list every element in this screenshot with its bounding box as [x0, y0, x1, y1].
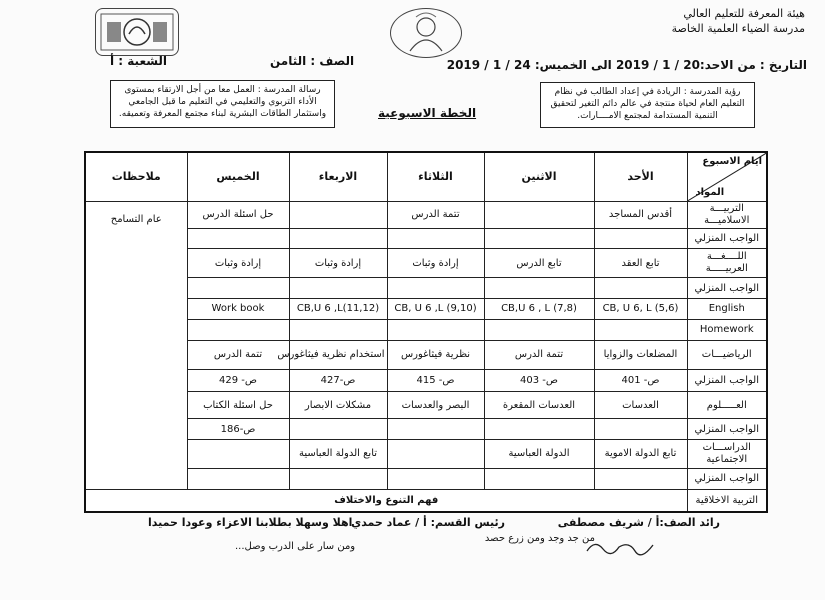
- subject-row: [85, 392, 767, 419]
- homework-cell: [484, 228, 594, 249]
- signature-icon: [585, 537, 655, 557]
- homework-label: الواجب المنزلي: [687, 278, 767, 299]
- day-header: الاثنين: [484, 152, 594, 201]
- lesson-cell: تابع الدرس: [484, 249, 594, 278]
- lesson-cell: العدسات المقعرة: [484, 392, 594, 419]
- welcome-message: اهلا وسهلا بطلابنا الاعزاء وعودا حميدا: [148, 516, 353, 529]
- lesson-cell: تتمة الدرس: [187, 340, 289, 369]
- corner-days-label: ايام الاسبوع: [702, 156, 762, 167]
- subject-label: English: [687, 299, 767, 320]
- homework-label: الواجب المنزلي: [687, 369, 767, 392]
- lesson-cell: تابع العقد: [594, 249, 687, 278]
- homework-cell: [387, 419, 484, 440]
- lesson-cell: إرادة وثبات: [387, 249, 484, 278]
- homework-row: [85, 319, 767, 340]
- proverb-1: من جد وجد ومن زرع حصد: [484, 533, 595, 544]
- subject-label: التربية الاخلاقية: [687, 489, 767, 512]
- lesson-cell: CB,U 6 ,L(11,12): [289, 299, 387, 320]
- proverb-2: ومن سار على الدرب وصل...: [235, 541, 356, 552]
- subject-label: الرياضيـــات: [687, 340, 767, 369]
- subject-row: [85, 340, 767, 369]
- lesson-cell: استخدام نظرية فيثاغورس: [289, 340, 387, 369]
- homework-cell: [594, 468, 687, 489]
- homework-cell: ص- 403: [484, 369, 594, 392]
- day-header: الاربعاء: [289, 152, 387, 201]
- homework-cell: [484, 319, 594, 340]
- authority-name: هيئة المعرفة للتعليم العالي: [683, 7, 805, 20]
- lesson-cell: العدسات: [594, 392, 687, 419]
- lesson-cell: تتمة الدرس: [387, 201, 484, 228]
- notes-cell: [85, 201, 187, 489]
- homework-cell: [187, 278, 289, 299]
- homework-cell: ص- 415: [387, 369, 484, 392]
- vision-box: رؤية المدرسة : الريادة في إعداد الطالب في نظام التعليم العام لحياة منتجة في عالم دائم التغير لتحقيق التنمية المستدامة لمجتمع الامــــارات.: [540, 82, 755, 128]
- lesson-cell: حل اسئلة الدرس: [187, 201, 289, 228]
- section-label: الشعبة : أ: [110, 54, 168, 68]
- subject-row: [85, 201, 767, 228]
- homework-cell: [484, 468, 594, 489]
- lesson-cell: [289, 201, 387, 228]
- notes-text: عام التسامح: [110, 213, 162, 225]
- homework-cell: [484, 278, 594, 299]
- homework-cell: [387, 228, 484, 249]
- lesson-cell: مشكلات الابصار: [289, 392, 387, 419]
- portrait-emblem: [390, 8, 462, 58]
- homework-cell: [187, 468, 289, 489]
- emblem-icon: [99, 12, 175, 52]
- lesson-cell: إرادة وثبات: [187, 249, 289, 278]
- plan-title: الخطة الاسبوعية: [378, 106, 477, 120]
- subject-label: التربيـــة الاسلاميـــة: [687, 201, 767, 228]
- homework-cell: [289, 278, 387, 299]
- corner-cell: [687, 152, 767, 201]
- homework-cell: [594, 228, 687, 249]
- homework-cell: [289, 468, 387, 489]
- day-header: الأحد: [594, 152, 687, 201]
- lesson-cell: [484, 201, 594, 228]
- lesson-cell: حل اسئلة الكتاب: [187, 392, 289, 419]
- date-range: التاريخ : من الاحد:20 / 1 / 2019 الى الخميس: 24 / 1 / 2019: [446, 58, 807, 72]
- homework-cell: [187, 319, 289, 340]
- homework-row: [85, 419, 767, 440]
- subject-row: [85, 249, 767, 278]
- homework-cell: [387, 278, 484, 299]
- table-header-row: [85, 152, 767, 201]
- homework-cell: [387, 468, 484, 489]
- lesson-cell: CB, U 6, L (5,6): [594, 299, 687, 320]
- homework-cell: ص-427: [289, 369, 387, 392]
- school-name: مدرسة الضياء العلمية الخاصة: [671, 22, 805, 35]
- lesson-cell: المضلعات والزوايا: [594, 340, 687, 369]
- homework-cell: [484, 419, 594, 440]
- homework-cell: [289, 319, 387, 340]
- homework-cell: [387, 319, 484, 340]
- subject-label: الدراســـات الاجتماعية: [687, 439, 767, 468]
- homework-label: Homework: [687, 319, 767, 340]
- homework-cell: ص- 401: [594, 369, 687, 392]
- portrait-icon: [396, 11, 456, 55]
- lesson-cell: أقدس المساجد: [594, 201, 687, 228]
- day-header: الثلاثاء: [387, 152, 484, 201]
- homework-cell: ص-186: [187, 419, 289, 440]
- lesson-cell: [187, 439, 289, 468]
- homework-label: الواجب المنزلي: [687, 468, 767, 489]
- lesson-cell: نظرية فيثاغورس: [387, 340, 484, 369]
- homework-row: [85, 468, 767, 489]
- lesson-cell: [387, 439, 484, 468]
- school-logo: [95, 8, 179, 56]
- homework-cell: ص- 429: [187, 369, 289, 392]
- subject-row: [85, 439, 767, 468]
- homework-row: [85, 228, 767, 249]
- lesson-cell: إرادة وثبات: [289, 249, 387, 278]
- ethics-row: [85, 489, 767, 512]
- corner-subjects-label: المواد: [695, 186, 725, 198]
- homework-cell: [594, 419, 687, 440]
- school-header: [672, 6, 805, 36]
- lesson-cell: تابع الدولة العباسية: [289, 439, 387, 468]
- ethics-value: فهم التنوع والاختلاف: [85, 489, 687, 512]
- lesson-cell: CB, U 6 ,L (9,10): [387, 299, 484, 320]
- subject-label: اللــــغـــة العربيـــــة: [687, 249, 767, 278]
- notes-header: ملاحظات: [85, 152, 187, 201]
- homework-label: الواجب المنزلي: [687, 419, 767, 440]
- lesson-cell: CB,U 6 , L (7,8): [484, 299, 594, 320]
- homework-row: [85, 278, 767, 299]
- lesson-cell: Work book: [187, 299, 289, 320]
- homework-cell: [594, 319, 687, 340]
- mission-box: رسالة المدرسة : العمل معا من أجل الارتقاء بمستوى الأداء التربوي والتعليمي في التعليم ما قبل الجامعي واستثمار الطاقات البشرية لبناء مجتمع المعرفة وتعميقه.: [110, 80, 335, 128]
- subject-row: [85, 299, 767, 320]
- lesson-cell: الدولة العباسية: [484, 439, 594, 468]
- class-leader: رائد الصف:أ / شريف مصطفى: [557, 516, 720, 529]
- lesson-cell: البصر والعدسات: [387, 392, 484, 419]
- weekly-plan-table: [84, 151, 768, 513]
- homework-cell: [187, 228, 289, 249]
- grade-label: الصف : الثامن: [270, 54, 355, 68]
- homework-cell: [289, 419, 387, 440]
- homework-row: [85, 369, 767, 392]
- lesson-cell: تابع الدولة الاموية: [594, 439, 687, 468]
- homework-cell: [289, 228, 387, 249]
- homework-cell: [594, 278, 687, 299]
- day-header: الخميس: [187, 152, 289, 201]
- lesson-cell: تتمة الدرس: [484, 340, 594, 369]
- department-head: رئيس القسم: أ / عماد حمدي: [351, 516, 505, 529]
- homework-label: الواجب المنزلي: [687, 228, 767, 249]
- subject-label: العـــــلوم: [687, 392, 767, 419]
